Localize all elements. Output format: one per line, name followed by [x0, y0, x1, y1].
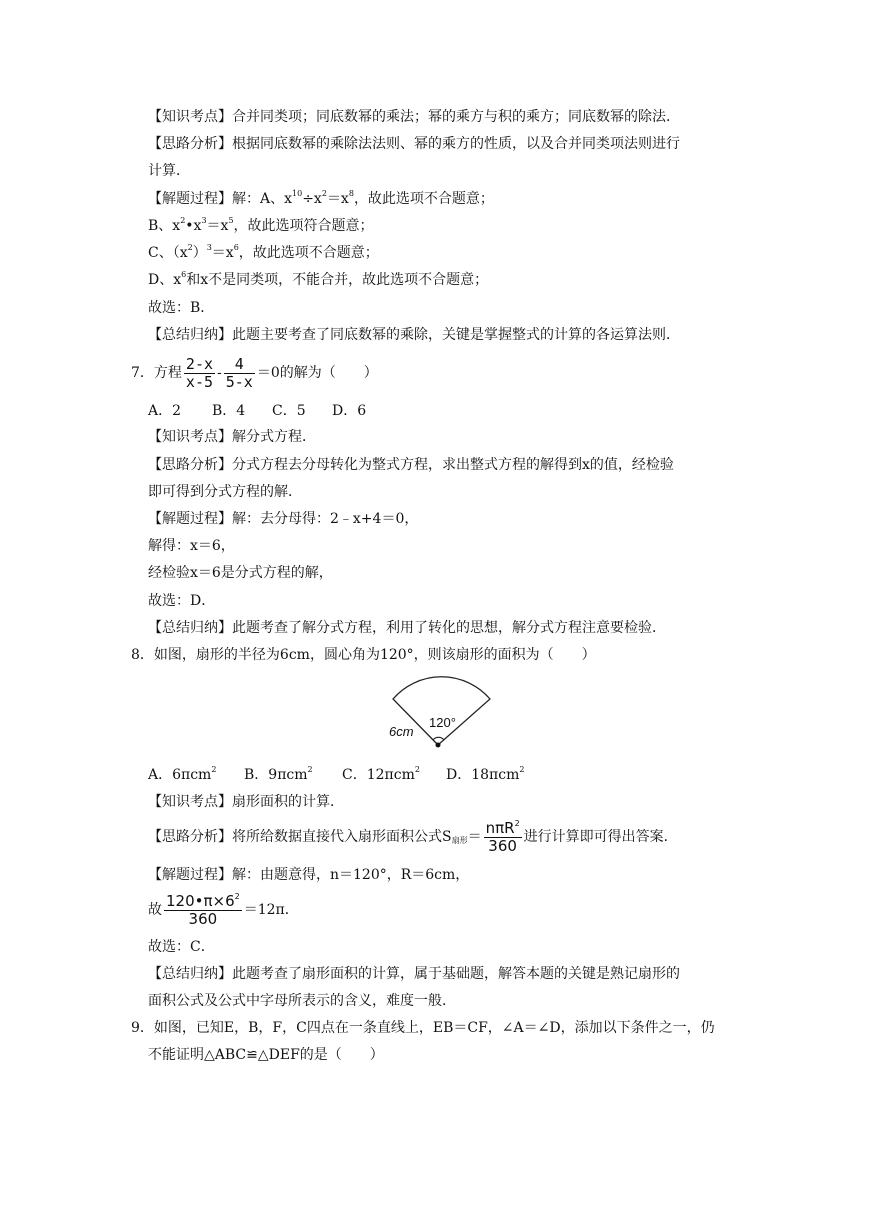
- q7-analysis-line1: 【思路分析】分式方程去分母转化为整式方程，求出整式方程的解得到x的值，经检验: [148, 457, 674, 473]
- q8-answer: 故选：C．: [148, 939, 215, 955]
- q8-knowledge-point: 【知识考点】扇形面积的计算．: [148, 794, 344, 810]
- expr-part: •x: [185, 218, 202, 234]
- expr-part: B、x: [148, 218, 181, 234]
- question-number: 8．: [131, 647, 154, 663]
- expr-part: ＝x: [211, 245, 234, 261]
- option-c: C．5: [272, 403, 306, 419]
- stem-text: 如图，扇形的半径为6cm，圆心角为120°，则该扇形的面积为（ ）: [153, 647, 596, 663]
- denominator: 360: [488, 836, 517, 855]
- exponent: 10: [292, 189, 303, 198]
- area-calc-fraction: [164, 893, 242, 928]
- expr-part: ＝x: [206, 218, 229, 234]
- stem-text: ＝0的解为（ ）: [256, 365, 378, 381]
- q6-answer: 故选：B．: [148, 300, 215, 316]
- option-a: A．2: [148, 403, 182, 419]
- q8-solution-2: [148, 890, 299, 930]
- q7-solution-3: 经检验x＝6是分式方程的解，: [148, 565, 333, 581]
- exponent: 2: [307, 765, 313, 774]
- q6-option-b-analysis: [148, 217, 374, 235]
- expr-part: ÷x: [302, 191, 322, 207]
- exponent: 2: [414, 765, 420, 774]
- radius-label: 6cm: [389, 724, 414, 739]
- minus-sign: -: [217, 365, 222, 381]
- option-a: [148, 766, 244, 784]
- analysis-text: 进行计算即可得出答案．: [523, 829, 678, 845]
- q7-analysis-line2: 即可得到分式方程的解．: [148, 484, 302, 500]
- exponent: 2: [211, 765, 217, 774]
- option-c: [342, 766, 446, 784]
- q6-knowledge-point: 【知识考点】合并同类项；同底数幂的乘法；幂的乘方与积的乘方；同底数幂的除法．: [148, 109, 680, 125]
- q6-option-d-analysis: [148, 271, 488, 289]
- numerator-text: 120•π×6: [166, 891, 235, 910]
- q6-solution-prefix: 【解题过程】解：A、x: [148, 191, 293, 207]
- question-number: 9．: [131, 1020, 154, 1036]
- option-b-text: B．9πcm: [244, 767, 308, 783]
- expr-part: ，故此选项符合题意；: [233, 218, 374, 234]
- expr-part: 和x不是同类项，不能合并，故此选项不合题意；: [186, 272, 489, 288]
- option-b: B．4: [212, 403, 246, 419]
- q7-knowledge-point: 【知识考点】解分式方程．: [148, 429, 316, 445]
- solution-text: 故: [148, 902, 162, 918]
- q6-analysis-line1: 【思路分析】根据同底数幂的乘除法法则、幂的乘方的性质，以及合并同类项法则进行: [148, 136, 680, 152]
- q8-analysis: [148, 817, 678, 861]
- sector-center-dot: [436, 743, 441, 748]
- q6-analysis-line2: 计算．: [148, 163, 190, 179]
- stem-text: 方程: [153, 365, 182, 381]
- q8-summary-line2: 面积公式及公式中字母所表示的含义，难度一般．: [148, 993, 456, 1009]
- denominator: 360: [188, 909, 218, 928]
- exponent: 6: [181, 270, 187, 279]
- solution-text: ＝12π．: [243, 902, 299, 918]
- option-c-text: C．12πcm: [342, 767, 415, 783]
- option-b: [244, 766, 342, 784]
- area-formula-fraction: [484, 820, 522, 855]
- option-d-text: D．18πcm: [446, 767, 520, 783]
- expr-part: ＝x: [326, 191, 349, 207]
- angle-label: 120°: [429, 715, 456, 730]
- numerator: [484, 820, 522, 838]
- expr-part: ）: [192, 245, 207, 261]
- q7-summary: 【总结归纳】此题考查了解分式方程，利用了转化的思想，解分式方程注意要检验．: [148, 620, 666, 636]
- expr-part: C、（x: [148, 245, 188, 261]
- expr-part: D、x: [148, 272, 182, 288]
- angle-arc: [433, 737, 444, 740]
- exponent: 2: [321, 189, 327, 198]
- q6-solution-a: [148, 190, 494, 208]
- exponent: 3: [206, 243, 212, 252]
- stem-text: 如图，已知E，B，F，C四点在一条直线上，EB＝CF，∠A＝∠D，添加以下条件之一，仍: [153, 1020, 715, 1036]
- option-d: D．6: [332, 403, 367, 419]
- exponent: 2: [187, 243, 193, 252]
- exponent: 2: [514, 818, 520, 828]
- option-d: [446, 766, 524, 784]
- equals-sign: ＝: [467, 829, 482, 845]
- q7-options: [148, 402, 366, 420]
- question-number: 7．: [131, 365, 154, 381]
- exponent: 6: [233, 243, 239, 252]
- q6-summary: 【总结归纳】此题主要考查了同底数幂的乘除，关键是掌握整式的计算的各运算法则．: [148, 327, 680, 343]
- sector-figure: [385, 672, 497, 752]
- option-a-text: A．6πcm: [148, 767, 212, 783]
- exponent: 8: [348, 189, 354, 198]
- expr-part: ，故此选项不合题意；: [238, 245, 379, 261]
- denominator: x-5: [185, 372, 214, 391]
- expr-part: ，故此选项不合题意；: [353, 191, 494, 207]
- denominator: 5-x: [225, 372, 253, 391]
- analysis-text: 【思路分析】将所给数据直接代入扇形面积公式S: [148, 829, 452, 845]
- numerator-text: nπR: [485, 818, 515, 837]
- q7-solution-2: 解得：x＝6，: [148, 538, 235, 554]
- subscript: 扇形: [451, 836, 468, 845]
- exponent: 2: [180, 216, 186, 225]
- q6-option-c-analysis: [148, 244, 379, 262]
- q8-stem: [131, 646, 596, 664]
- exponent: 2: [519, 765, 525, 774]
- q7-solution-1: 【解题过程】解：去分母得：2﹣x+4＝0，: [148, 511, 419, 527]
- exponent: 2: [234, 891, 240, 901]
- q7-stem: [131, 353, 378, 393]
- numerator: [164, 893, 242, 911]
- q9-stem-line1: [131, 1019, 715, 1037]
- fraction-2: [224, 356, 255, 391]
- exponent: 3: [201, 216, 207, 225]
- numerator: 2-x: [185, 354, 214, 373]
- exponent: 5: [228, 216, 234, 225]
- q8-options: [148, 766, 524, 784]
- q8-solution-1: 【解题过程】解：由题意得，n＝120°，R＝6cm，: [148, 867, 470, 883]
- fraction-1: [184, 356, 215, 391]
- q9-stem-line2: 不能证明△ABC≌△DEF的是（ ）: [148, 1047, 384, 1063]
- q8-summary-line1: 【总结归纳】此题考查了扇形面积的计算，属于基础题，解答本题的关键是熟记扇形的: [148, 966, 680, 982]
- numerator: 4: [224, 356, 255, 374]
- q7-answer: 故选：D．: [148, 593, 216, 609]
